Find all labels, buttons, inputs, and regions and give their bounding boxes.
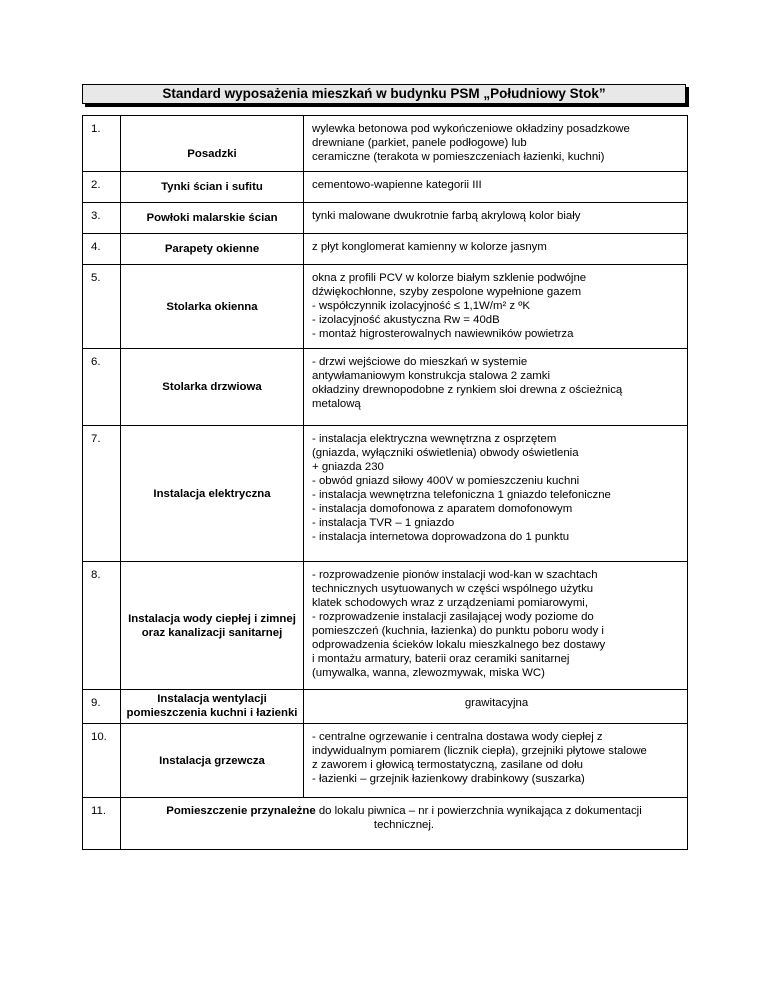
description-line: - instalacja internetowa doprowadzona do 1 punktu <box>312 531 570 543</box>
table-row <box>83 690 688 724</box>
row-name: Powłoki malarskie ścian <box>121 203 304 234</box>
row-description <box>121 798 688 850</box>
description-line: - instalacja domofonowa z aparatem domofonowym <box>312 503 573 515</box>
row-number: 4. <box>83 234 121 265</box>
description-line: z zaworem i głowicą termostatyczną, zasilane od dołu <box>312 759 583 771</box>
description-line: pomieszczeń (kuchnia, łazienka) do punktu poboru wody i <box>312 625 604 637</box>
description-line: odprowadzenia ścieków lokalu mieszkalnego bez dostawy <box>312 639 606 651</box>
row-name: Instalacja elektryczna <box>121 426 304 562</box>
row-description <box>304 690 688 724</box>
description-line: - montaż higrosterowalnych nawiewników powietrza <box>312 328 574 340</box>
row-number: 7. <box>83 426 121 562</box>
table-row <box>83 426 688 562</box>
description-line: ceramiczne (terakota w pomieszczeniach łazienki, kuchni) <box>312 151 605 163</box>
description-line: klatek schodowych wraz z urządzeniami pomiarowymi, <box>312 597 589 609</box>
row-number: 6. <box>83 349 121 426</box>
description-line: - drzwi wejściowe do mieszkań w systemie <box>312 356 528 368</box>
description-line: - rozprowadzenie instalacji zasilającej wody poziome do <box>312 611 594 623</box>
description-line: - instalacja wewnętrzna telefoniczna 1 gniazdo telefoniczne <box>312 489 611 501</box>
description-line: z płyt konglomerat kamienny w kolorze jasnym <box>312 241 547 253</box>
table-row <box>83 203 688 234</box>
description-line: i montażu armatury, baterii oraz ceramiki sanitarnej <box>312 653 570 665</box>
footer-line-2: technicznej. <box>373 819 435 831</box>
row-number: 3. <box>83 203 121 234</box>
table-row <box>83 265 688 349</box>
description-line: tynki malowane dwukrotnie farbą akrylową kolor biały <box>312 210 581 222</box>
table-row <box>83 349 688 426</box>
description-line: okładziny drewnopodobne z rynkiem słoi drewna z ościeżnicą <box>312 384 623 396</box>
row-description <box>304 234 688 265</box>
table-row <box>83 172 688 203</box>
row-name: Stolarka drzwiowa <box>121 349 304 426</box>
description-line: - łazienki – grzejnik łazienkowy drabinkowy (suszarka) <box>312 773 585 785</box>
table-row <box>83 724 688 798</box>
row-description <box>304 172 688 203</box>
row-number: 2. <box>83 172 121 203</box>
description-line: grawitacyjna <box>464 697 529 709</box>
row-number: 5. <box>83 265 121 349</box>
description-line: wylewka betonowa pod wykończeniowe okładziny posadzkowe <box>312 123 630 135</box>
row-name: Tynki ścian i sufitu <box>121 172 304 203</box>
description-line: metalową <box>312 398 361 410</box>
row-name: Parapety okienne <box>121 234 304 265</box>
description-line: - instalacja elektryczna wewnętrzna z osprzętem <box>312 433 557 445</box>
description-line: - izolacyjność akustyczna Rw = 40dB <box>312 314 500 326</box>
row-description <box>304 265 688 349</box>
description-line: drewniane (parkiet, panele podłogowe) lub <box>312 137 527 149</box>
row-description <box>304 562 688 690</box>
row-name: Stolarka okienna <box>121 265 304 349</box>
description-line: - obwód gniazd siłowy 400V w pomieszczeniu kuchni <box>312 475 580 487</box>
specification-table <box>82 115 688 850</box>
row-number: 11. <box>83 798 121 850</box>
description-line: antywłamaniowym konstrukcja stalowa 2 zamki <box>312 370 551 382</box>
row-number: 10. <box>83 724 121 798</box>
description-line: indywidualnym pomiarem (licznik ciepła), grzejniki płytowe stalowe <box>312 745 647 757</box>
description-line: cementowo-wapienne kategorii III <box>312 179 482 191</box>
row-name: Instalacja grzewcza <box>121 724 304 798</box>
description-line: + gniazda 230 <box>312 461 384 473</box>
description-line: - instalacja TVR – 1 gniazdo <box>312 517 455 529</box>
row-name-text: Posadzki <box>187 147 237 160</box>
description-line: okna z profili PCV w kolorze białym szklenie podwójne <box>312 272 587 284</box>
table-row <box>83 562 688 690</box>
row-number: 1. <box>83 116 121 172</box>
row-description <box>304 116 688 172</box>
table-row <box>83 798 688 850</box>
row-description <box>304 349 688 426</box>
row-description <box>304 724 688 798</box>
row-description <box>304 203 688 234</box>
footer-text: do lokalu piwnica – nr i powierzchnia wynikająca z dokumentacji <box>315 805 642 817</box>
description-line: (umywalka, wanna, zlewozmywak, miska WC) <box>312 667 545 679</box>
row-number: 9. <box>83 690 121 724</box>
table-row <box>83 234 688 265</box>
row-description <box>304 426 688 562</box>
row-name <box>121 116 304 172</box>
description-line: - współczynnik izolacyjność ≤ 1,1W/m² z ºK <box>312 300 531 312</box>
table-row <box>83 116 688 172</box>
description-line: (gniazda, wyłączniki oświetlenia) obwody oświetlenia <box>312 447 579 459</box>
document-title: Standard wyposażenia mieszkań w budynku PSM „Południowy Stok” <box>82 84 686 104</box>
row-name: Instalacja wody ciepłej i zimnej oraz kanalizacji sanitarnej <box>121 562 304 690</box>
description-line: - centralne ogrzewanie i centralna dostawa wody ciepłej z <box>312 731 603 743</box>
footer-bold-text: Pomieszczenie przynależne <box>166 805 316 817</box>
row-name: Instalacja wentylacji pomieszczenia kuchni i łazienki <box>121 690 304 724</box>
description-line: dźwiękochłonne, szyby zespolone wypełnione gazem <box>312 286 582 298</box>
description-line: technicznych usytuowanych w części wspólnego użytku <box>312 583 594 595</box>
footer-line-1 <box>131 804 677 818</box>
description-line: - rozprowadzenie pionów instalacji wod-kan w szachtach <box>312 569 598 581</box>
row-number: 8. <box>83 562 121 690</box>
